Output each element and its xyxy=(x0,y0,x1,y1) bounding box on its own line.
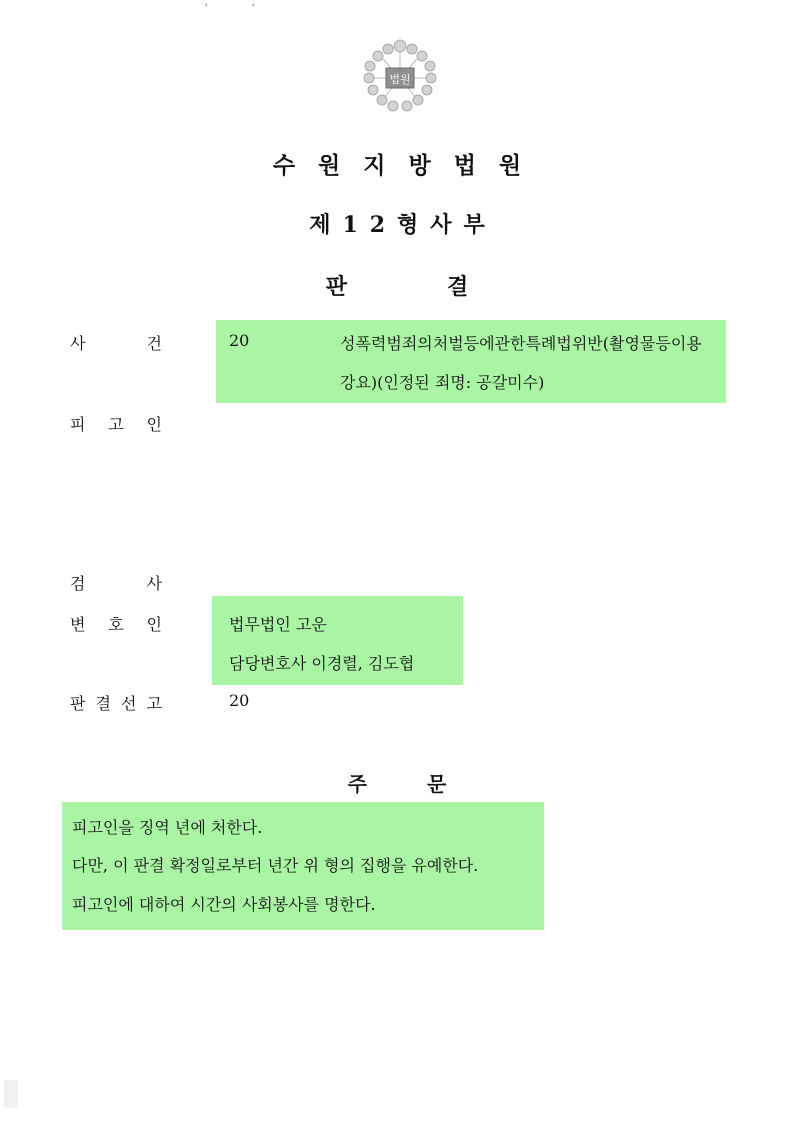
scan-mark: ʿ xyxy=(205,3,209,14)
sentence-date-label: 판 결 선 고 xyxy=(70,694,162,713)
scan-mark: ʾ xyxy=(252,3,256,14)
order-line: 피고인을 징역 년에 처한다. xyxy=(72,818,263,837)
order-line: 다만, 이 판결 확정일로부터 년간 위 형의 집행을 유예한다. xyxy=(72,856,479,875)
counsel-label: 변 호 인 xyxy=(70,615,162,634)
document-type: 판결 xyxy=(325,274,569,300)
order-title: 주문 xyxy=(347,772,507,796)
defendant-label: 피 고 인 xyxy=(70,415,162,434)
emblem-label: 법원 xyxy=(389,73,411,86)
scan-edge-mark xyxy=(4,1080,18,1108)
case-title-line2: 강요)(인정된 죄명: 공갈미수) xyxy=(340,373,545,392)
case-label: 사 건 xyxy=(70,334,162,353)
counsel-firm: 법무법인 고운 xyxy=(229,615,327,634)
case-title-line1: 성폭력범죄의처벌등에관한특례법위반(촬영물등이용 xyxy=(340,334,702,353)
court-name: 수원지방법원 xyxy=(272,152,545,179)
court-emblem-icon xyxy=(360,38,440,116)
case-number: 20 xyxy=(229,331,250,350)
sentence-date: 20 xyxy=(229,691,250,710)
division-name: 제12형사부 xyxy=(309,212,497,238)
prosecutor-label: 검 사 xyxy=(70,574,162,593)
order-line: 피고인에 대하여 시간의 사회봉사를 명한다. xyxy=(72,895,376,914)
counsel-attorneys: 담당변호사 이경렬, 김도협 xyxy=(229,654,415,673)
